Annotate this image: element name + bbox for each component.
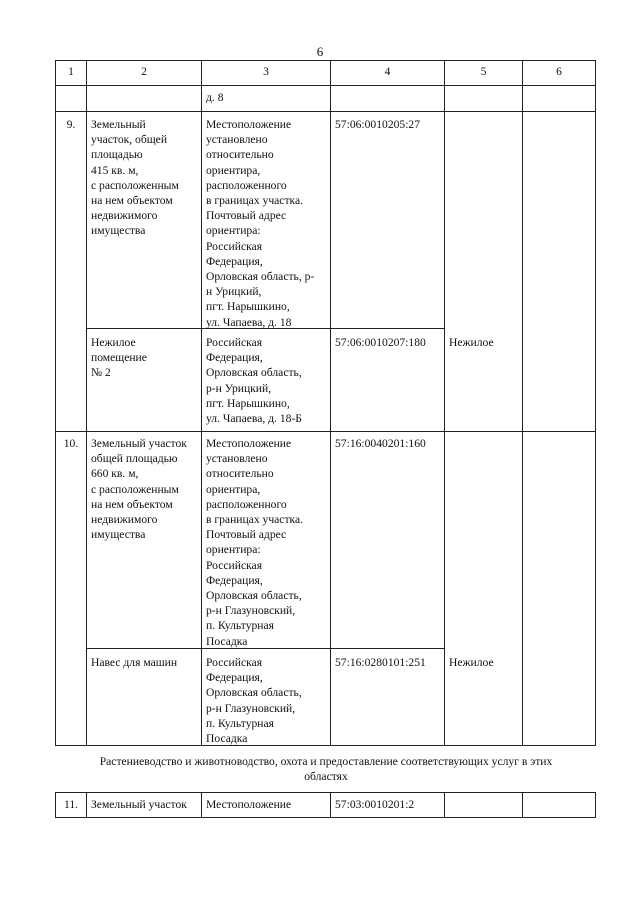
row-10b-object: Навес для машин	[91, 656, 178, 669]
table-row-continuation-address: д. 8	[206, 91, 224, 104]
header-col-4: 4	[384, 65, 391, 78]
row-9-number: 9.	[66, 118, 76, 131]
row-9-object: Земельный участок, общей площадью 415 кв. м, с расположенным на нем объектом недвижимого имущества	[91, 118, 179, 238]
row-10-cadastral: 57:16:0040201:160	[335, 437, 426, 450]
row-11-object: Земельный участок	[91, 798, 187, 811]
section-heading: Растениеводство и животноводство, охота и предоставление соответствующих услуг в этих областях	[99, 755, 553, 784]
header-col-1: 1	[68, 65, 74, 78]
row-9b-address: Российская Федерация, Орловская область, р-н Урицкий, пгт. Нарышкино, ул. Чапаева, д. 18-Б	[206, 336, 302, 426]
header-col-3: 3	[263, 65, 269, 78]
row-10-object: Земельный участок общей площадью 660 кв. м, с расположенным на нем объектом недвижимого имущества	[91, 437, 187, 542]
row-9b-object: Нежилое помещение № 2	[91, 336, 147, 380]
row-11-cadastral: 57:03:0010201:2	[335, 798, 415, 811]
row-10b-cadastral: 57:16:0280101:251	[335, 656, 426, 669]
row-10-number: 10.	[63, 437, 79, 450]
header-col-6: 6	[556, 65, 562, 78]
row-10b-type: Нежилое	[449, 656, 494, 669]
page-number: 6	[316, 44, 324, 59]
header-col-2: 2	[141, 65, 147, 78]
row-11-address: Местоположение	[206, 798, 292, 811]
row-10-address: Местоположение установлено относительно ориентира, расположенного в границах участка. Почтовый адрес ориентира: Российская Федерация, Орловская область, р-н Глазуновский, п. Культурная Посадка	[206, 437, 304, 648]
row-11-number: 11.	[63, 798, 79, 811]
row-9b-cadastral: 57:06:0010207:180	[335, 336, 426, 349]
row-9-cadastral: 57:06:0010205:27	[335, 118, 421, 131]
row-9b-type: Нежилое	[449, 336, 494, 349]
row-9-address: Местоположение установлено относительно ориентира, расположенного в границах участка. Почтовый адрес ориентира: Российская Федерация, Орловская область, р- н Урицкий, пгт. Нарышкино, ул. Чапаева, д. 18	[206, 118, 315, 329]
header-col-5: 5	[480, 65, 487, 78]
row-10b-address: Российская Федерация, Орловская область, р-н Глазуновский, п. Культурная Посадка	[206, 656, 302, 746]
